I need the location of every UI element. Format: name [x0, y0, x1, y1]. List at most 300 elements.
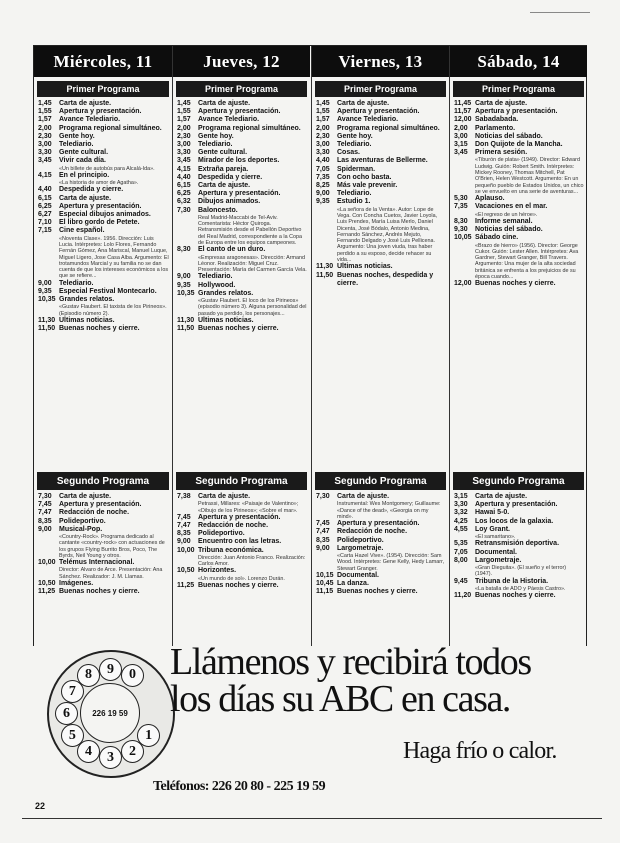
day-column: [311, 46, 449, 732]
program-body: [198, 174, 307, 182]
program-listing: [34, 509, 172, 517]
program-title: Polideportivo.: [337, 536, 384, 544]
program-time: 1,55: [316, 108, 330, 116]
program-listing: [173, 246, 310, 273]
program-time: 1,55: [38, 108, 52, 116]
program-body: [59, 559, 169, 580]
program-time: 1,45: [316, 100, 330, 107]
program-time: 9,35: [316, 198, 330, 206]
program-body: [198, 282, 307, 290]
program-title: Redacción de noche.: [337, 528, 408, 536]
program-time: 9,35: [38, 287, 52, 295]
program-time: 4,55: [454, 525, 468, 533]
program-listing: [173, 116, 310, 124]
program-time: 4,40: [177, 173, 191, 181]
segundo-programa-header: Segundo Programa: [315, 472, 446, 490]
program-description: «La batalla de ADO y Páesis Castro».: [475, 585, 566, 592]
program-body: [198, 522, 307, 530]
program-listing: [450, 218, 587, 226]
program-time: 7,45: [316, 520, 330, 528]
program-body: [337, 141, 446, 149]
program-title: Mirador de los deportes.: [198, 157, 280, 165]
program-listing: [312, 133, 449, 141]
dial-digit-hole: 3: [99, 746, 122, 769]
program-title: Noticias del sábado.: [475, 132, 543, 140]
dial-digit-hole: 4: [77, 740, 100, 763]
program-body: [59, 219, 169, 227]
program-title: Buenas noches, despedida y cierre.: [337, 271, 434, 287]
dial-digit-hole: 7: [61, 680, 84, 703]
program-time: 3,30: [454, 501, 468, 509]
program-title: Spiderman.: [337, 165, 376, 173]
program-title: Apertura y presentación.: [337, 520, 420, 528]
program-time: 3,15: [454, 493, 468, 500]
program-title: Vivir cada día.: [59, 157, 106, 165]
program-listing: [450, 203, 587, 218]
program-body: [337, 116, 446, 124]
program-listing: [312, 116, 449, 124]
program-description: «Country-Rock». Programa dedicado al cantante «country-rock» con actuaciones de los grupos Flying Burrito Bros, Poco, The Byrds, Neil Young y otros.: [59, 534, 165, 559]
program-listing: [34, 580, 172, 588]
program-title: Carta de ajuste.: [475, 493, 528, 500]
program-body: [198, 198, 307, 206]
program-time: 10,45: [316, 580, 334, 587]
program-body: [337, 198, 446, 263]
program-time: 3,15: [454, 141, 468, 149]
program-title: La danza.: [337, 580, 369, 587]
program-body: [475, 226, 584, 234]
day-header: Jueves, 12: [173, 46, 310, 77]
program-body: [337, 528, 446, 536]
program-body: [59, 157, 169, 172]
program-title: Buenas noches y cierre.: [337, 588, 418, 596]
program-time: 5,35: [454, 540, 468, 548]
program-listing: [312, 108, 449, 116]
program-title: Buenas noches y cierre.: [59, 325, 140, 333]
program-time: 9,00: [38, 279, 52, 287]
program-time: 1,55: [177, 108, 191, 116]
program-listing: [34, 157, 172, 172]
program-body: [475, 493, 584, 501]
program-listing: [450, 557, 587, 578]
program-time: 11,50: [316, 271, 334, 279]
program-time: 11,50: [177, 325, 195, 333]
program-body: [198, 149, 307, 157]
program-listing: [312, 588, 449, 596]
program-listing: [34, 186, 172, 194]
ad-headline-line: Llámenos y recibirá todos: [170, 641, 531, 683]
program-body: [337, 572, 446, 580]
program-listing: [450, 133, 587, 141]
program-title: Polideportivo.: [198, 530, 245, 538]
program-title: Avance Telediario.: [337, 116, 399, 124]
program-listing: [312, 520, 449, 528]
program-time: 2,00: [38, 124, 52, 132]
program-title: Loy Grant.: [475, 525, 511, 533]
program-listing: [34, 125, 172, 133]
program-title: El libro gordo de Petete.: [59, 219, 140, 227]
program-title: Redacción de noche.: [198, 522, 269, 529]
program-body: [198, 182, 307, 190]
program-time: 2,30: [177, 132, 191, 140]
program-title: Vacaciones en el mar.: [475, 203, 548, 211]
program-title: Buenas noches y cierre.: [198, 325, 279, 333]
program-title: Retransmisión deportiva.: [475, 540, 560, 548]
program-title: Hawai 5-0.: [475, 509, 510, 517]
program-body: [59, 580, 169, 588]
program-body: [475, 518, 584, 526]
program-time: 7,30: [316, 493, 330, 500]
program-title: Extraña pareja.: [198, 165, 249, 173]
program-title: Imágenes.: [59, 580, 94, 587]
program-listing: [450, 493, 587, 501]
program-listing: [450, 234, 587, 280]
program-title: Apertura y presentación.: [198, 190, 281, 198]
program-time: 8,35: [316, 536, 330, 544]
program-title: Apertura y presentación.: [59, 108, 142, 116]
program-listing: [312, 493, 449, 520]
program-time: 4,40: [38, 186, 52, 194]
program-description: «La historia de amor de Agatha».: [59, 180, 139, 187]
program-title: Tribuna económica.: [198, 546, 264, 554]
program-listing: [173, 141, 310, 149]
program-title: Avance Telediario.: [59, 116, 121, 124]
segundo-programa-header: Segundo Programa: [37, 472, 169, 490]
program-description: Dirección: Juan Antonio Franco. Realización: Carlos Amor.: [198, 554, 306, 568]
program-title: Gente hoy.: [198, 132, 234, 140]
program-listing: [34, 317, 172, 325]
program-body: [475, 195, 584, 203]
program-body: [59, 108, 169, 116]
program-time: 6,25: [177, 190, 191, 198]
program-title: El canto de un duro.: [198, 246, 266, 254]
program-title: Telediario.: [59, 141, 94, 149]
program-body: [475, 149, 584, 195]
program-body: [59, 588, 169, 596]
program-body: [475, 203, 584, 218]
dial-digit-hole: 6: [55, 702, 78, 725]
bottom-rule: [22, 818, 602, 819]
program-listing: [173, 530, 310, 538]
program-time: 9,35: [177, 281, 191, 289]
program-listing: [173, 166, 310, 174]
program-listing: [173, 325, 310, 333]
program-time: 10,50: [177, 567, 195, 575]
program-time: 7,30: [177, 206, 191, 214]
program-title: Cosas.: [337, 149, 360, 157]
program-time: 10,50: [38, 580, 56, 587]
program-title: Noticias del sábado.: [475, 226, 543, 234]
program-time: 7,47: [38, 509, 52, 517]
program-body: [198, 246, 307, 273]
program-time: 9,00: [316, 190, 330, 198]
program-title: Especial Festival Montecarlo.: [59, 287, 157, 295]
program-listing: [34, 526, 172, 559]
day-header: Sábado, 14: [450, 46, 587, 77]
program-time: 11,30: [38, 316, 56, 324]
program-time: 11,30: [316, 263, 334, 271]
program-description: Petrassi, Millares: «Paisaje de Valentino»; «Dibujo de los Pirineos»; «Sobre el mar».: [198, 501, 299, 514]
program-listing: [450, 509, 587, 517]
program-listing: [173, 522, 310, 530]
program-time: 7,15: [38, 227, 52, 235]
program-listing: [34, 588, 172, 596]
program-body: [337, 588, 446, 596]
program-title: Apertura y presentación.: [337, 108, 420, 116]
program-body: [198, 157, 307, 165]
program-body: [59, 325, 169, 333]
program-listing: [450, 540, 587, 548]
program-title: Los locos de la galaxia.: [475, 517, 554, 525]
program-body: [59, 501, 169, 509]
program-listing: [312, 174, 449, 182]
program-time: 3,45: [454, 149, 468, 157]
program-time: 10,00: [177, 546, 195, 554]
program-time: 10,00: [38, 559, 56, 567]
day-column: [34, 46, 172, 732]
program-body: [198, 190, 307, 198]
primer-programa-section: [312, 77, 449, 465]
program-listing: [173, 125, 310, 133]
dial-digit-hole: 5: [61, 724, 84, 747]
program-listing: [34, 195, 172, 203]
program-listing: [173, 190, 310, 198]
program-title: Documental.: [475, 548, 518, 556]
program-body: [475, 133, 584, 141]
program-body: [337, 149, 446, 157]
abc-subscription-ad: [33, 641, 587, 796]
program-listing: [450, 195, 587, 203]
program-time: 2,30: [38, 132, 52, 140]
program-listing: [450, 592, 587, 600]
program-body: [59, 149, 169, 157]
program-title: Carta de ajuste.: [198, 100, 251, 107]
program-title: Carta de ajuste.: [59, 493, 112, 500]
program-time: 7,10: [38, 219, 52, 227]
program-listing: [450, 116, 587, 124]
dial-digit-hole: 2: [121, 740, 144, 763]
program-listing: [34, 559, 172, 580]
program-title: Apertura y presentación.: [59, 202, 142, 210]
program-body: [59, 296, 169, 317]
program-description: «Empresas aragonesas». Dirección: Armand Léonor. Realización: Miguel Cruz. Presentación: María del Carmen García Vela.: [198, 254, 307, 274]
program-body: [475, 125, 584, 133]
program-title: Telediario.: [337, 141, 372, 149]
program-listing: [34, 108, 172, 116]
day-column: [449, 46, 587, 732]
program-body: [475, 526, 584, 541]
program-listing: [34, 100, 172, 108]
program-time: 9,00: [316, 544, 330, 552]
program-body: [475, 100, 584, 108]
program-title: Ultimas noticias.: [198, 316, 254, 324]
program-body: [59, 141, 169, 149]
program-body: [198, 567, 307, 582]
program-time: 11,30: [177, 316, 195, 324]
program-body: [337, 182, 446, 190]
program-title: Especial dibujos animados.: [59, 211, 151, 219]
program-listing: [312, 545, 449, 572]
program-listing: [173, 108, 310, 116]
program-title: Apertura y presentación.: [198, 108, 281, 116]
program-body: [337, 166, 446, 174]
program-title: Telediario.: [198, 141, 233, 149]
program-title: Carta de ajuste.: [59, 194, 112, 202]
program-time: 6,27: [38, 211, 52, 219]
program-time: 10,05: [454, 234, 472, 242]
program-description: «Gustav Flaubert. El taxista de los Pirineos». (Episodio número 2).: [59, 304, 167, 317]
program-listing: [450, 108, 587, 116]
program-body: [198, 493, 307, 514]
tv-schedule-grid: [33, 45, 587, 733]
program-title: Carta de ajuste.: [198, 493, 251, 500]
program-description: «El regreso de un héroe».: [475, 211, 538, 218]
program-time: 9,30: [454, 226, 468, 234]
day-header: Miércoles, 11: [34, 46, 172, 77]
program-listing: [312, 198, 449, 263]
program-body: [198, 207, 307, 247]
ad-phone-numbers: Teléfonos: 226 20 80 - 225 19 59: [153, 779, 326, 794]
program-body: [475, 557, 584, 578]
program-time: 12,00: [454, 280, 472, 288]
program-title: Carta de ajuste.: [59, 100, 112, 107]
program-time: 8,35: [38, 517, 52, 525]
program-time: 4,40: [316, 157, 330, 165]
program-body: [337, 272, 446, 288]
program-body: [59, 280, 169, 288]
program-body: [475, 501, 584, 509]
program-description: Real Madrid-Maccabi de Tel-Aviv. Comentarista: Héctor Quiroga. Retransmisión desde el Pabellón Deportivo del Real Madrid, correspondiente a la Copa de Europa entre los equipos campeones.: [198, 214, 302, 247]
program-body: [337, 263, 446, 271]
program-body: [475, 234, 584, 280]
program-body: [59, 195, 169, 203]
program-time: 1,57: [177, 116, 191, 124]
program-title: Telémus Internacional.: [59, 559, 135, 567]
program-time: 2,00: [177, 124, 191, 132]
program-time: 11,57: [454, 108, 472, 116]
program-time: 6,32: [177, 198, 191, 206]
program-time: 1,57: [38, 116, 52, 124]
program-body: [475, 116, 584, 124]
program-listing: [450, 526, 587, 541]
program-body: [475, 578, 584, 593]
program-time: 1,45: [38, 100, 52, 107]
program-time: 3,00: [177, 141, 191, 149]
program-time: 3,30: [38, 149, 52, 157]
program-title: Despedida y cierre.: [59, 186, 124, 194]
program-title: Largometraje.: [337, 544, 384, 552]
program-time: 7,05: [454, 548, 468, 556]
program-body: [337, 174, 446, 182]
program-title: Carta de ajuste.: [337, 100, 390, 107]
program-title: Apertura y presentación.: [475, 501, 558, 509]
program-time: 3,30: [177, 149, 191, 157]
program-body: [198, 582, 307, 590]
program-time: 10,35: [38, 296, 56, 304]
program-title: Telediario.: [59, 279, 94, 287]
program-body: [337, 108, 446, 116]
program-time: 8,30: [454, 217, 468, 225]
program-title: Largometraje.: [475, 556, 522, 564]
program-listing: [312, 580, 449, 588]
program-time: 9,00: [177, 273, 191, 281]
program-time: 11,25: [177, 581, 195, 589]
program-title: Gente hoy.: [337, 132, 373, 140]
program-listing: [34, 493, 172, 501]
program-time: 9,00: [38, 525, 52, 533]
program-time: 3,32: [454, 509, 468, 517]
program-listing: [34, 141, 172, 149]
program-time: 8,35: [177, 530, 191, 538]
day-column: [172, 46, 310, 732]
program-time: 8,30: [177, 246, 191, 254]
program-title: Dibujos animados.: [198, 198, 261, 206]
program-title: Programa regional simultáneo.: [337, 124, 440, 132]
program-listing: [34, 116, 172, 124]
program-body: [59, 211, 169, 219]
program-listing: [34, 203, 172, 211]
program-title: Grandes relatos.: [198, 289, 254, 297]
program-title: Las aventuras de Bellerme.: [337, 157, 428, 165]
program-listing: [34, 280, 172, 288]
program-time: 7,35: [316, 173, 330, 181]
program-title: Grandes relatos.: [59, 296, 115, 304]
program-body: [475, 218, 584, 226]
program-listing: [450, 141, 587, 149]
program-time: 4,25: [454, 517, 468, 525]
program-body: [198, 125, 307, 133]
program-listing: [450, 549, 587, 557]
program-title: Sabadabada.: [475, 116, 519, 124]
program-time: 1,57: [316, 116, 330, 124]
program-title: Polideportivo.: [59, 517, 106, 525]
program-body: [475, 592, 584, 600]
program-time: 11,25: [38, 588, 56, 596]
program-listing: [312, 149, 449, 157]
dial-digit-hole: 8: [77, 664, 100, 687]
program-listing: [173, 582, 310, 590]
program-body: [337, 190, 446, 198]
program-time: 12,00: [454, 116, 472, 124]
program-time: 9,00: [177, 538, 191, 546]
program-body: [59, 288, 169, 296]
program-description: «El samaritano».: [475, 534, 516, 541]
program-description: Instrumental: Wes Montgomery; Guillaume: «Dance of the dead», «Georgia on my mind».: [337, 501, 441, 520]
program-description: «Carta Hazel Vive». (1954). Dirección: Sam Wood. Intérpretes: Gene Kelly, Hedy Lamarr, Stewart Granger.: [337, 552, 445, 572]
program-title: Más vale prevenir.: [337, 182, 398, 190]
program-time: 7,47: [316, 528, 330, 536]
program-description: «Un mundo de sol». Lorenzo Durán.: [198, 575, 285, 582]
rotary-dial-icon: [47, 650, 175, 778]
program-title: Informe semanal.: [475, 217, 533, 225]
program-listing: [34, 149, 172, 157]
program-title: Estudio 1.: [337, 198, 371, 206]
program-body: [59, 493, 169, 501]
program-listing: [312, 157, 449, 165]
program-body: [337, 520, 446, 528]
program-title: Baloncesto.: [198, 206, 238, 214]
program-time: 9,45: [454, 577, 468, 585]
program-time: 7,47: [177, 522, 191, 529]
program-description: «Un billete de autobús para Alcalá-Ida».: [59, 165, 155, 172]
program-listing: [450, 501, 587, 509]
program-listing: [173, 133, 310, 141]
program-listing: [34, 211, 172, 219]
program-title: Hollywood.: [198, 281, 236, 289]
program-time: 3,45: [177, 157, 191, 165]
program-body: [198, 290, 307, 317]
program-listing: [312, 166, 449, 174]
